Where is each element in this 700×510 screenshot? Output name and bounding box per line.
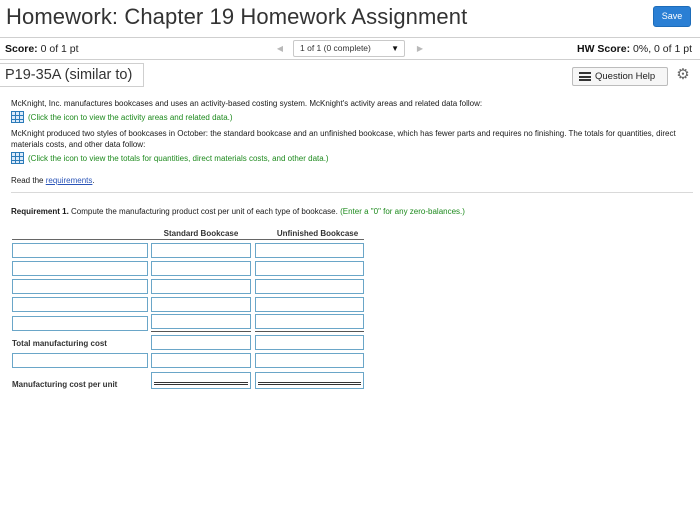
standard-input-5[interactable] — [151, 314, 251, 329]
row-label-input-2[interactable] — [12, 261, 148, 276]
divider — [11, 192, 693, 193]
column-header-unfinished: Unfinished Bookcase — [276, 229, 359, 238]
unfinished-input-1[interactable] — [255, 243, 364, 258]
subtotal-rule-standard — [151, 331, 251, 332]
requirement-hint: (Enter a "0" for any zero-balances.) — [340, 207, 465, 216]
table-icon[interactable] — [11, 152, 24, 164]
intro-text: McKnight, Inc. manufactures bookcases and uses an activity-based costing system. McKnight's activity areas and related data follow: — [11, 99, 483, 108]
requirement-text — [11, 207, 465, 216]
activity-data-link-text[interactable]: (Click the icon to view the activity areas and related data.) — [28, 113, 233, 122]
per-unit-label: Manufacturing cost per unit — [12, 380, 118, 389]
row-label-input-3[interactable] — [12, 279, 148, 294]
standard-input-1[interactable] — [151, 243, 251, 258]
paragraph-two: McKnight produced two styles of bookcases in October: the standard bookcase and an unfinished bookcase, which has fewer parts and requires no finishing. The totals for quantities, direct materials costs, and other data follow: — [11, 129, 676, 149]
chevron-down-icon: ▼ — [391, 44, 399, 53]
score-label: Score: — [5, 43, 38, 55]
hw-score-value: 0%, 0 of 1 pt — [633, 43, 692, 55]
row-label-input-1[interactable] — [12, 243, 148, 258]
requirement-body: Compute the manufacturing product cost per unit of each type of bookcase. — [71, 207, 338, 216]
problem-id: P19-35A (similar to) — [0, 63, 144, 87]
totals-data-link-text[interactable]: (Click the icon to view the totals for quantities, direct materials costs, and other data.) — [28, 154, 329, 163]
unfinished-input-5[interactable] — [255, 314, 364, 329]
unfinished-per-unit-input[interactable] — [255, 372, 364, 389]
problem-bar — [0, 61, 700, 89]
requirement-label: Requirement 1. — [11, 207, 69, 216]
title-bar — [0, 0, 700, 36]
double-rule-standard — [154, 382, 248, 385]
question-pager — [270, 40, 432, 57]
standard-input-7[interactable] — [151, 353, 251, 368]
read-requirements — [11, 175, 95, 186]
header-rule — [12, 239, 364, 240]
standard-input-4[interactable] — [151, 297, 251, 312]
standard-input-3[interactable] — [151, 279, 251, 294]
next-question-icon[interactable]: ▶ — [416, 44, 424, 53]
totals-data-link[interactable] — [11, 152, 329, 164]
column-header-standard: Standard Bookcase — [163, 229, 239, 238]
total-cost-label: Total manufacturing cost — [12, 339, 107, 348]
question-select-value: 1 of 1 (0 complete) — [300, 43, 371, 53]
save-button[interactable]: Save — [653, 6, 691, 27]
table-icon[interactable] — [11, 111, 24, 123]
activity-data-link[interactable] — [11, 111, 233, 123]
double-rule-unfinished — [258, 382, 361, 385]
standard-per-unit-input[interactable] — [151, 372, 251, 389]
unfinished-input-3[interactable] — [255, 279, 364, 294]
unfinished-input-4[interactable] — [255, 297, 364, 312]
score — [5, 43, 79, 55]
standard-input-2[interactable] — [151, 261, 251, 276]
gear-icon[interactable]: ⚙ — [676, 66, 690, 83]
question-help-button[interactable] — [572, 67, 668, 86]
list-icon — [579, 72, 591, 81]
previous-question-icon[interactable]: ◀ — [276, 44, 284, 53]
row-label-input-5[interactable] — [12, 316, 148, 331]
unfinished-input-7[interactable] — [255, 353, 364, 368]
page-title: Homework: Chapter 19 Homework Assignment — [6, 4, 468, 29]
unfinished-total-input[interactable] — [255, 335, 364, 350]
read-suffix: . — [92, 176, 95, 185]
hw-score — [577, 43, 692, 55]
question-help-label: Question Help — [595, 71, 656, 82]
question-select[interactable] — [293, 40, 405, 57]
read-prefix: Read the — [11, 176, 46, 185]
score-bar — [0, 37, 700, 60]
row-label-input-7[interactable] — [12, 353, 148, 368]
score-value: 0 of 1 pt — [40, 43, 79, 55]
hw-score-label: HW Score: — [577, 43, 631, 55]
row-label-input-4[interactable] — [12, 297, 148, 312]
subtotal-rule-unfinished — [255, 331, 364, 332]
standard-total-input[interactable] — [151, 335, 251, 350]
unfinished-input-2[interactable] — [255, 261, 364, 276]
requirements-link[interactable]: requirements — [45, 176, 93, 185]
